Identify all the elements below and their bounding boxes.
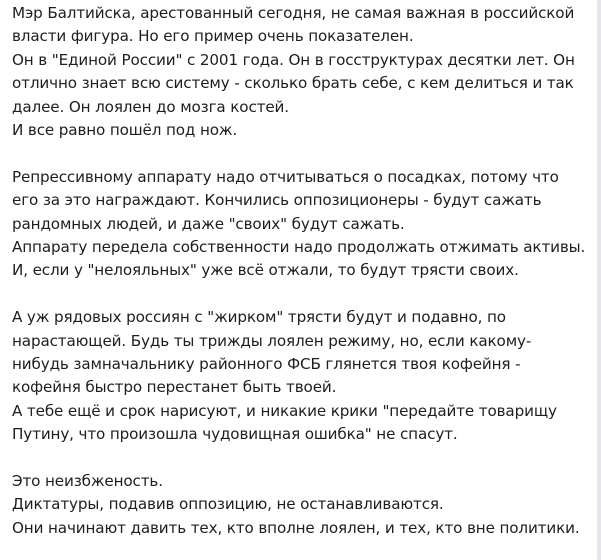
paragraph-2 [12, 166, 596, 283]
text-line: Аппарату передела собственности надо продолжать отжимать активы. [12, 238, 586, 257]
text-line: Мэр Балтийска, арестованный сегодня, не самая важная в российской [12, 4, 575, 22]
text-line: нибудь замначальнику районного ФСБ глянется твоя кофейня - [12, 355, 521, 374]
text-line: рандомных людей, и даже "своих" будут сажать. [12, 214, 405, 233]
paragraph-3 [12, 306, 596, 446]
page-edge-divider [597, 0, 601, 560]
text-line: И, если у "нелояльных" уже всё отжали, то будут трясти своих. [12, 261, 519, 280]
text-line: далее. Он лоялен до мозга костей. [12, 97, 289, 116]
text-line: Путину, что произошла чудовищная ошибка" не спасут. [12, 425, 458, 444]
text-line: кофейня быстро перестанет быть твоей. [12, 378, 337, 397]
text-line: Репрессивному аппарату надо отчитываться о посадках, потому что [12, 167, 559, 186]
text-line: его за это награждают. Кончились оппозиционеры - будут сажать [12, 191, 542, 210]
paragraph-4 [12, 470, 596, 540]
text-line: отлично знает всю систему - сколько брать себе, с кем делиться и так [12, 74, 574, 93]
text-line: Это неизбженость. [12, 472, 163, 491]
text-line: Они начинают давить тех, кто вполне лоялен, и тех, кто вне политики. [12, 518, 580, 537]
text-line: А тебе ещё и срок нарисуют, и никакие крики "передайте товарищу [12, 401, 557, 420]
text-line: А уж рядовых россиян с "жирком" трясти будут и подавно, по [12, 308, 506, 327]
text-line: нарастающей. Будь ты трижды лоялен режиму, но, если какому- [12, 331, 532, 350]
text-line: Диктатуры, подавив оппозицию, не останавливаются. [12, 495, 444, 514]
post-body [12, 2, 596, 540]
paragraph-1 [12, 2, 596, 142]
text-line: власти фигура. Но его пример очень показателен. [12, 27, 414, 46]
text-line: Он в "Единой России" с 2001 года. Он в госструктурах десятки лет. Он [12, 50, 575, 69]
text-line: И все равно пошёл под нож. [12, 121, 238, 140]
